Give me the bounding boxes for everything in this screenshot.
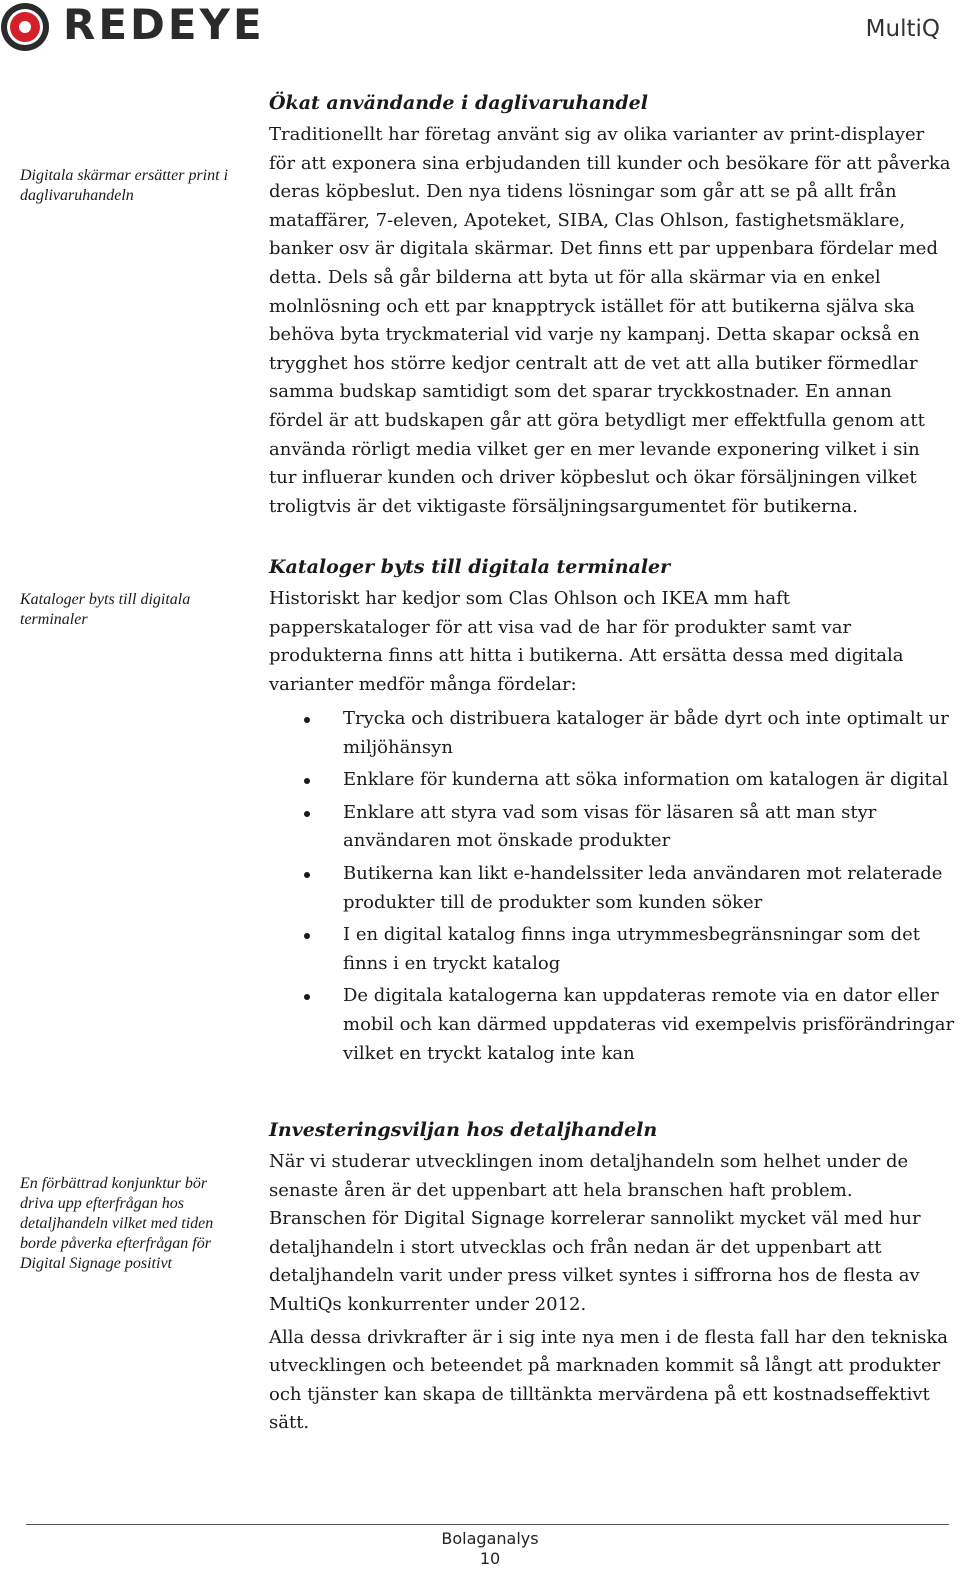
section-heading: Kataloger byts till digitala terminaler [269, 556, 671, 578]
list-item [269, 799, 959, 856]
list-item [269, 705, 959, 762]
list-item-text: Enklare att styra vad som visas för läsaren så att man styr användaren mot önskade produkter [343, 801, 877, 852]
page-number: 10 [479, 1549, 501, 1568]
list-item [269, 982, 959, 1068]
paragraph: Traditionellt har företag använt sig av olika varianter av print-displayer för att exponera sina erbjudanden till kunder och besökare för att påverka deras köpbeslut. Den nya tidens lösningar som går att se på allt från mataffärer, 7-eleven, Apoteket, SIBA, Clas Ohlson, fastighetsmäklare, banker osv är digitala skärmar. Det finns ett par uppenbara fördelar med detta. Dels så går bilderna att byta ut för alla skärmar via en enkel molnlösning och ett par knapptryck istället för att butikerna själva ska behöva byta tryckmaterial vid varje ny kampanj. Detta skapar också en trygghet hos större kedjor centralt att de vet att alla butiker förmedlar samma budskap samtidigt som det sparar tryckkostnader. En annan fördel är att budskapen går att göra betydligt mer effektfulla genom att använda rörligt media vilket ger en mer levande exponering vilket i sin tur influerar kunden och driver köpbeslut och ökar försäljningen vilket troligtvis är det viktigaste försäljningsargumentet för butikerna. [269, 124, 951, 517]
section-heading: Investeringsviljan hos detaljhandeln [269, 1119, 658, 1141]
bullet-icon [304, 994, 310, 1000]
bullet-icon [304, 872, 310, 878]
paragraph: Alla dessa drivkrafter är i sig inte nya men i de flesta fall har den tekniska utvecklingen och beteendet på marknaden kommit så långt att produkter och tjänster kan skapa de tilltänkta mervärdena på ett kostnadseffektivt sätt. [269, 1326, 948, 1434]
company-name: MultiQ [865, 16, 940, 42]
list-item-text: Trycka och distribuera kataloger är både dyrt och inte optimalt ur miljöhänsyn [343, 708, 949, 758]
bullet-icon [304, 778, 310, 784]
paragraph: När vi studerar utvecklingen inom detaljhandeln som helhet under de senaste åren är det uppenbart att hela branschen haft problem. Branschen för Digital Signage korrelerar sannolikt mycket väl med hur detaljhandeln i stort utvecklas och från nedan är det uppenbart att detaljhandeln varit under press vilket syntes i siffrorna hos de flesta av MultiQs konkurrenter under 2012. [269, 1151, 921, 1315]
list-item-text: Enklare för kunderna att söka information om katalogen är digital [343, 769, 949, 791]
side-note: Kataloger byts till digitala terminaler [20, 591, 191, 628]
list-item [269, 921, 959, 978]
list-item [269, 766, 959, 795]
bullet-icon [304, 811, 310, 817]
eye-icon [0, 2, 50, 52]
list-item [269, 860, 959, 917]
list-item-text: De digitala katalogerna kan uppdateras remote via en dator eller mobil och kan därmed uppdateras vid exempelvis prisförändringar vilket en tryckt katalog inte kan [343, 985, 955, 1064]
section-body [269, 585, 951, 699]
logo-wordmark: REDEYE [63, 0, 265, 49]
footer-divider [26, 1524, 949, 1525]
section-body [269, 121, 951, 521]
section-heading: Ökat användande i daglivaruhandel [269, 92, 648, 114]
list-item-text: Butikerna kan likt e-handelssiter leda användaren mot relaterade produkter till de produkter som kunden söker [343, 862, 943, 913]
side-note: En förbättrad konjunktur bör driva upp efterfrågan hos detaljhandeln vilket med tiden borde påverka efterfrågan för Digital Signage positivt [20, 1175, 214, 1272]
section-body [269, 1148, 951, 1438]
footer-label: Bolaganalys [441, 1529, 539, 1548]
paragraph: Historiskt har kedjor som Clas Ohlson och IKEA mm haft papperskataloger för att visa vad de har för produkter samt var produkterna finns att hitta i butikerna. Att ersätta dessa med digitala varianter medför många fördelar: [269, 588, 904, 695]
bullet-list [269, 705, 959, 1072]
bullet-icon [304, 933, 310, 939]
redeye-logo [0, 0, 270, 52]
side-note: Digitala skärmar ersätter print i daglivaruhandeln [20, 167, 229, 204]
list-item-text: I en digital katalog finns inga utrymmesbegränsningar som det finns i en tryckt katalog [343, 924, 921, 974]
bullet-icon [304, 717, 310, 723]
